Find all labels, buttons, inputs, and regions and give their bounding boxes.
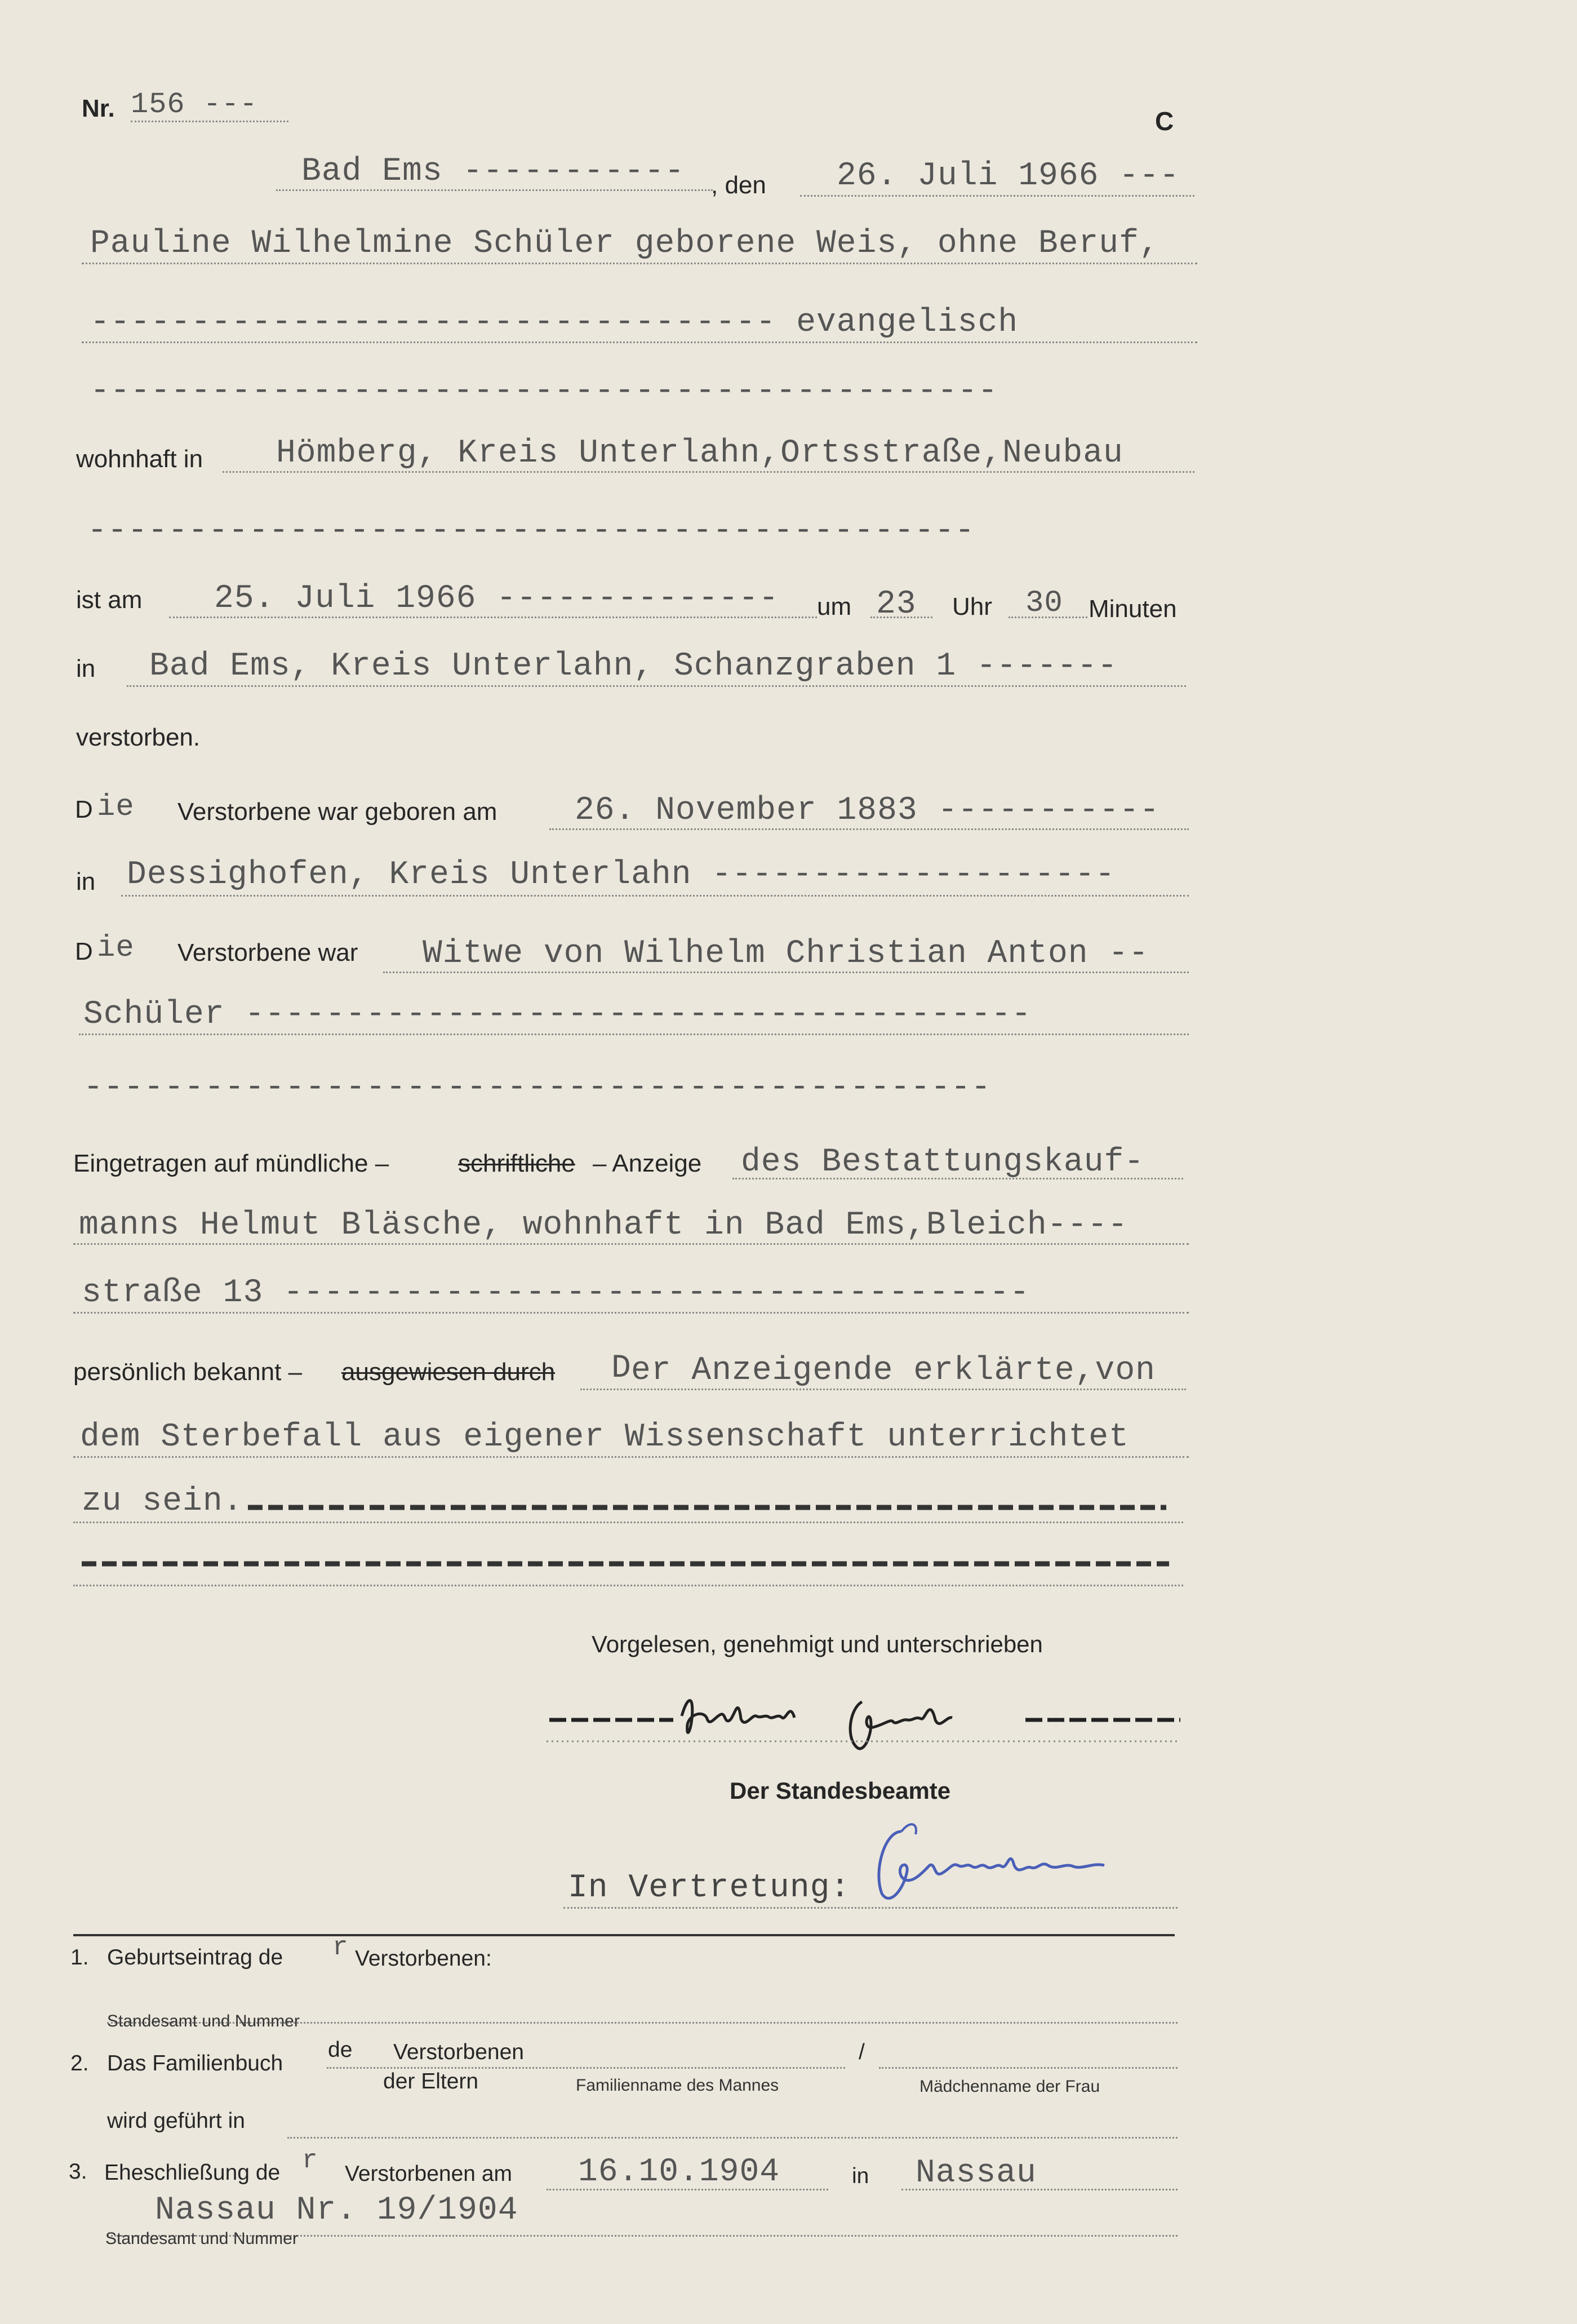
person-dotted-2 <box>82 341 1197 343</box>
footer-item2-dotted-a <box>327 2067 845 2069</box>
informant-line2: manns Helmut Bläsche, wohnhaft in Bad Ems,Bleich---- <box>79 1207 1128 1244</box>
identity-dotted-3 <box>73 1522 1183 1523</box>
nr-label: Nr. <box>82 95 115 122</box>
um-label: um <box>817 593 852 620</box>
footer-item3-in-label: in <box>852 2164 869 2188</box>
birth-place-dotted <box>121 895 1189 897</box>
registration-label-prefix: Eingetragen auf mündliche – <box>73 1150 389 1177</box>
birth-d-label: D <box>75 796 93 823</box>
footer-item2-de-label: de <box>328 2038 353 2062</box>
status-dotted-2 <box>79 1034 1189 1035</box>
residence-dotted-1 <box>223 471 1194 473</box>
footer-item1-label: Geburtseintrag de <box>107 1945 283 1970</box>
identity-dotted-4 <box>73 1585 1183 1586</box>
registration-dotted-1 <box>732 1178 1183 1179</box>
death-date-dotted <box>169 617 817 618</box>
death-minutes: 30 <box>1025 586 1063 620</box>
death-date: 25. Juli 1966 -------------- <box>214 580 779 617</box>
footer-item2-dotted-c <box>287 2137 1178 2139</box>
minutes-dotted <box>1009 617 1087 618</box>
standesbeamte-label: Der Standesbeamte <box>730 1777 951 1804</box>
status-d-label: D <box>75 938 93 965</box>
registration-label-suffix: – Anzeige <box>593 1150 702 1177</box>
footer-item3-num: 3. <box>69 2159 87 2184</box>
footer-item3-dotted-a <box>547 2189 828 2190</box>
marriage-place: Nassau <box>916 2155 1037 2192</box>
informant-line3: straße 13 ------------------------------------- <box>82 1275 1030 1311</box>
footer-item3-label: Eheschließung de <box>104 2161 281 2185</box>
marital-status-line3: --------------------------------------------- <box>83 1070 992 1106</box>
footer-item3-dotted-b <box>901 2189 1178 2190</box>
footer-item3-typed: r <box>302 2146 318 2175</box>
footer-item3-label2: Verstorbenen am <box>345 2162 513 2186</box>
place-dotted-line <box>276 189 713 191</box>
religion-line: ---------------------------------- evangelisch <box>90 304 1019 341</box>
footer-item1-typed: r <box>332 1933 349 1962</box>
den-label: , den <box>711 171 766 199</box>
statement-dash-fill-1 <box>248 1499 1172 1516</box>
footer-item2-frau-label: Mädchenname der Frau <box>919 2077 1100 2096</box>
birth-date: 26. November 1883 ----------- <box>575 792 1160 829</box>
verstorben-label: verstorben. <box>76 724 201 751</box>
registration-label-struck: schriftliche <box>458 1150 575 1177</box>
death-hour: 23 <box>876 586 917 623</box>
footer-item1-num: 1. <box>70 1945 89 1970</box>
footer-item2-eltern-label: der Eltern <box>383 2069 479 2094</box>
birth-d-suffix: ie <box>97 790 135 824</box>
statement-line2: dem Sterbefall aus eigener Wissenschaft unterrichtet <box>80 1419 1129 1456</box>
birth-label: Verstorbene war geboren am <box>177 798 497 826</box>
residence-value: Hömberg, Kreis Unterlahn,Ortsstraße,Neubau <box>276 435 1123 472</box>
identity-dotted-1 <box>580 1389 1186 1390</box>
registration-dotted-2 <box>73 1243 1189 1245</box>
status-label: Verstorbene war <box>177 939 358 966</box>
identity-label-prefix: persönlich bekannt – <box>73 1358 303 1386</box>
hour-dotted <box>870 617 932 618</box>
document-date: 26. Juli 1966 --- <box>837 158 1180 194</box>
vertretung-dotted <box>563 1907 1178 1909</box>
deceased-name-line: Pauline Wilhelmine Schüler geborene Weis, ohne Beruf, <box>90 225 1160 262</box>
footer-item2-label: Das Familienbuch <box>107 2051 283 2075</box>
footer-item2-dotted-b <box>879 2067 1178 2069</box>
residence-label: wohnhaft in <box>76 445 203 473</box>
nr-dotted-line <box>131 121 288 122</box>
statement-line3: zu sein. <box>82 1483 243 1520</box>
registration-dotted-3 <box>73 1312 1189 1314</box>
person-filler-line: --------------------------------------------- <box>90 373 998 410</box>
death-place: Bad Ems, Kreis Unterlahn, Schanzgraben 1 ------- <box>149 648 1118 685</box>
birth-date-dotted <box>549 828 1189 830</box>
statement-dash-fill-2 <box>82 1555 1175 1572</box>
informant-signature <box>547 1685 1183 1775</box>
identity-typed-d: D <box>611 1350 632 1387</box>
marriage-registry: Nassau Nr. 19/1904 <box>155 2192 518 2229</box>
date-dotted-line <box>800 195 1194 197</box>
footer-item3-sublabel: Standesamt und Nummer <box>105 2229 298 2248</box>
footer-item2-wird-label: wird geführt in <box>107 2109 245 2133</box>
death-place-dotted <box>127 685 1186 687</box>
birth-in-label: in <box>76 868 96 895</box>
uhr-label: Uhr <box>952 593 992 620</box>
footer-item2-mannes-label: Familienname des Mannes <box>576 2076 779 2095</box>
footer-item2-verstorbenen-label: Verstorbenen <box>393 2040 525 2064</box>
place-name: Bad Ems ----------- <box>301 153 685 190</box>
ist-am-label: ist am <box>76 586 143 614</box>
marital-status-line2: Schüler --------------------------------------- <box>83 996 1032 1033</box>
sheet-letter: C <box>1155 107 1174 136</box>
death-in-label: in <box>76 655 96 682</box>
residence-filler-line: -------------------------------------------- <box>87 513 975 549</box>
footer-item2-num: 2. <box>70 2051 89 2075</box>
footer-separator <box>73 1934 1175 1936</box>
read-approved-text: Vorgelesen, genehmigt und unterschrieben <box>592 1631 1043 1657</box>
vertretung-label: In Vertretung: <box>568 1870 851 1906</box>
person-dotted-1 <box>82 263 1197 264</box>
official-signature <box>862 1809 1178 1916</box>
birth-place: Dessighofen, Kreis Unterlahn -------------------- <box>127 857 1116 893</box>
informant-line1: des Bestattungskauf- <box>741 1144 1145 1181</box>
statement-line1: er Anzeigende erklärte,von <box>631 1352 1156 1389</box>
footer-item1-label2: Verstorbenen: <box>355 1946 492 1971</box>
identity-label-struck: ausgewiesen durch <box>341 1358 556 1386</box>
nr-value: 156 --- <box>131 88 258 121</box>
minuten-label: Minuten <box>1089 595 1177 623</box>
footer-item2-slash: / <box>859 2040 865 2064</box>
status-d-suffix: ie <box>97 931 135 965</box>
marriage-date: 16.10.1904 <box>578 2154 780 2190</box>
status-dotted-1 <box>383 972 1189 973</box>
identity-dotted-2 <box>73 1456 1189 1458</box>
marital-status-line1: Witwe von Wilhelm Christian Anton -- <box>423 935 1149 972</box>
footer-item1-sublabel: Standesamt und Nummer <box>107 2012 300 2030</box>
